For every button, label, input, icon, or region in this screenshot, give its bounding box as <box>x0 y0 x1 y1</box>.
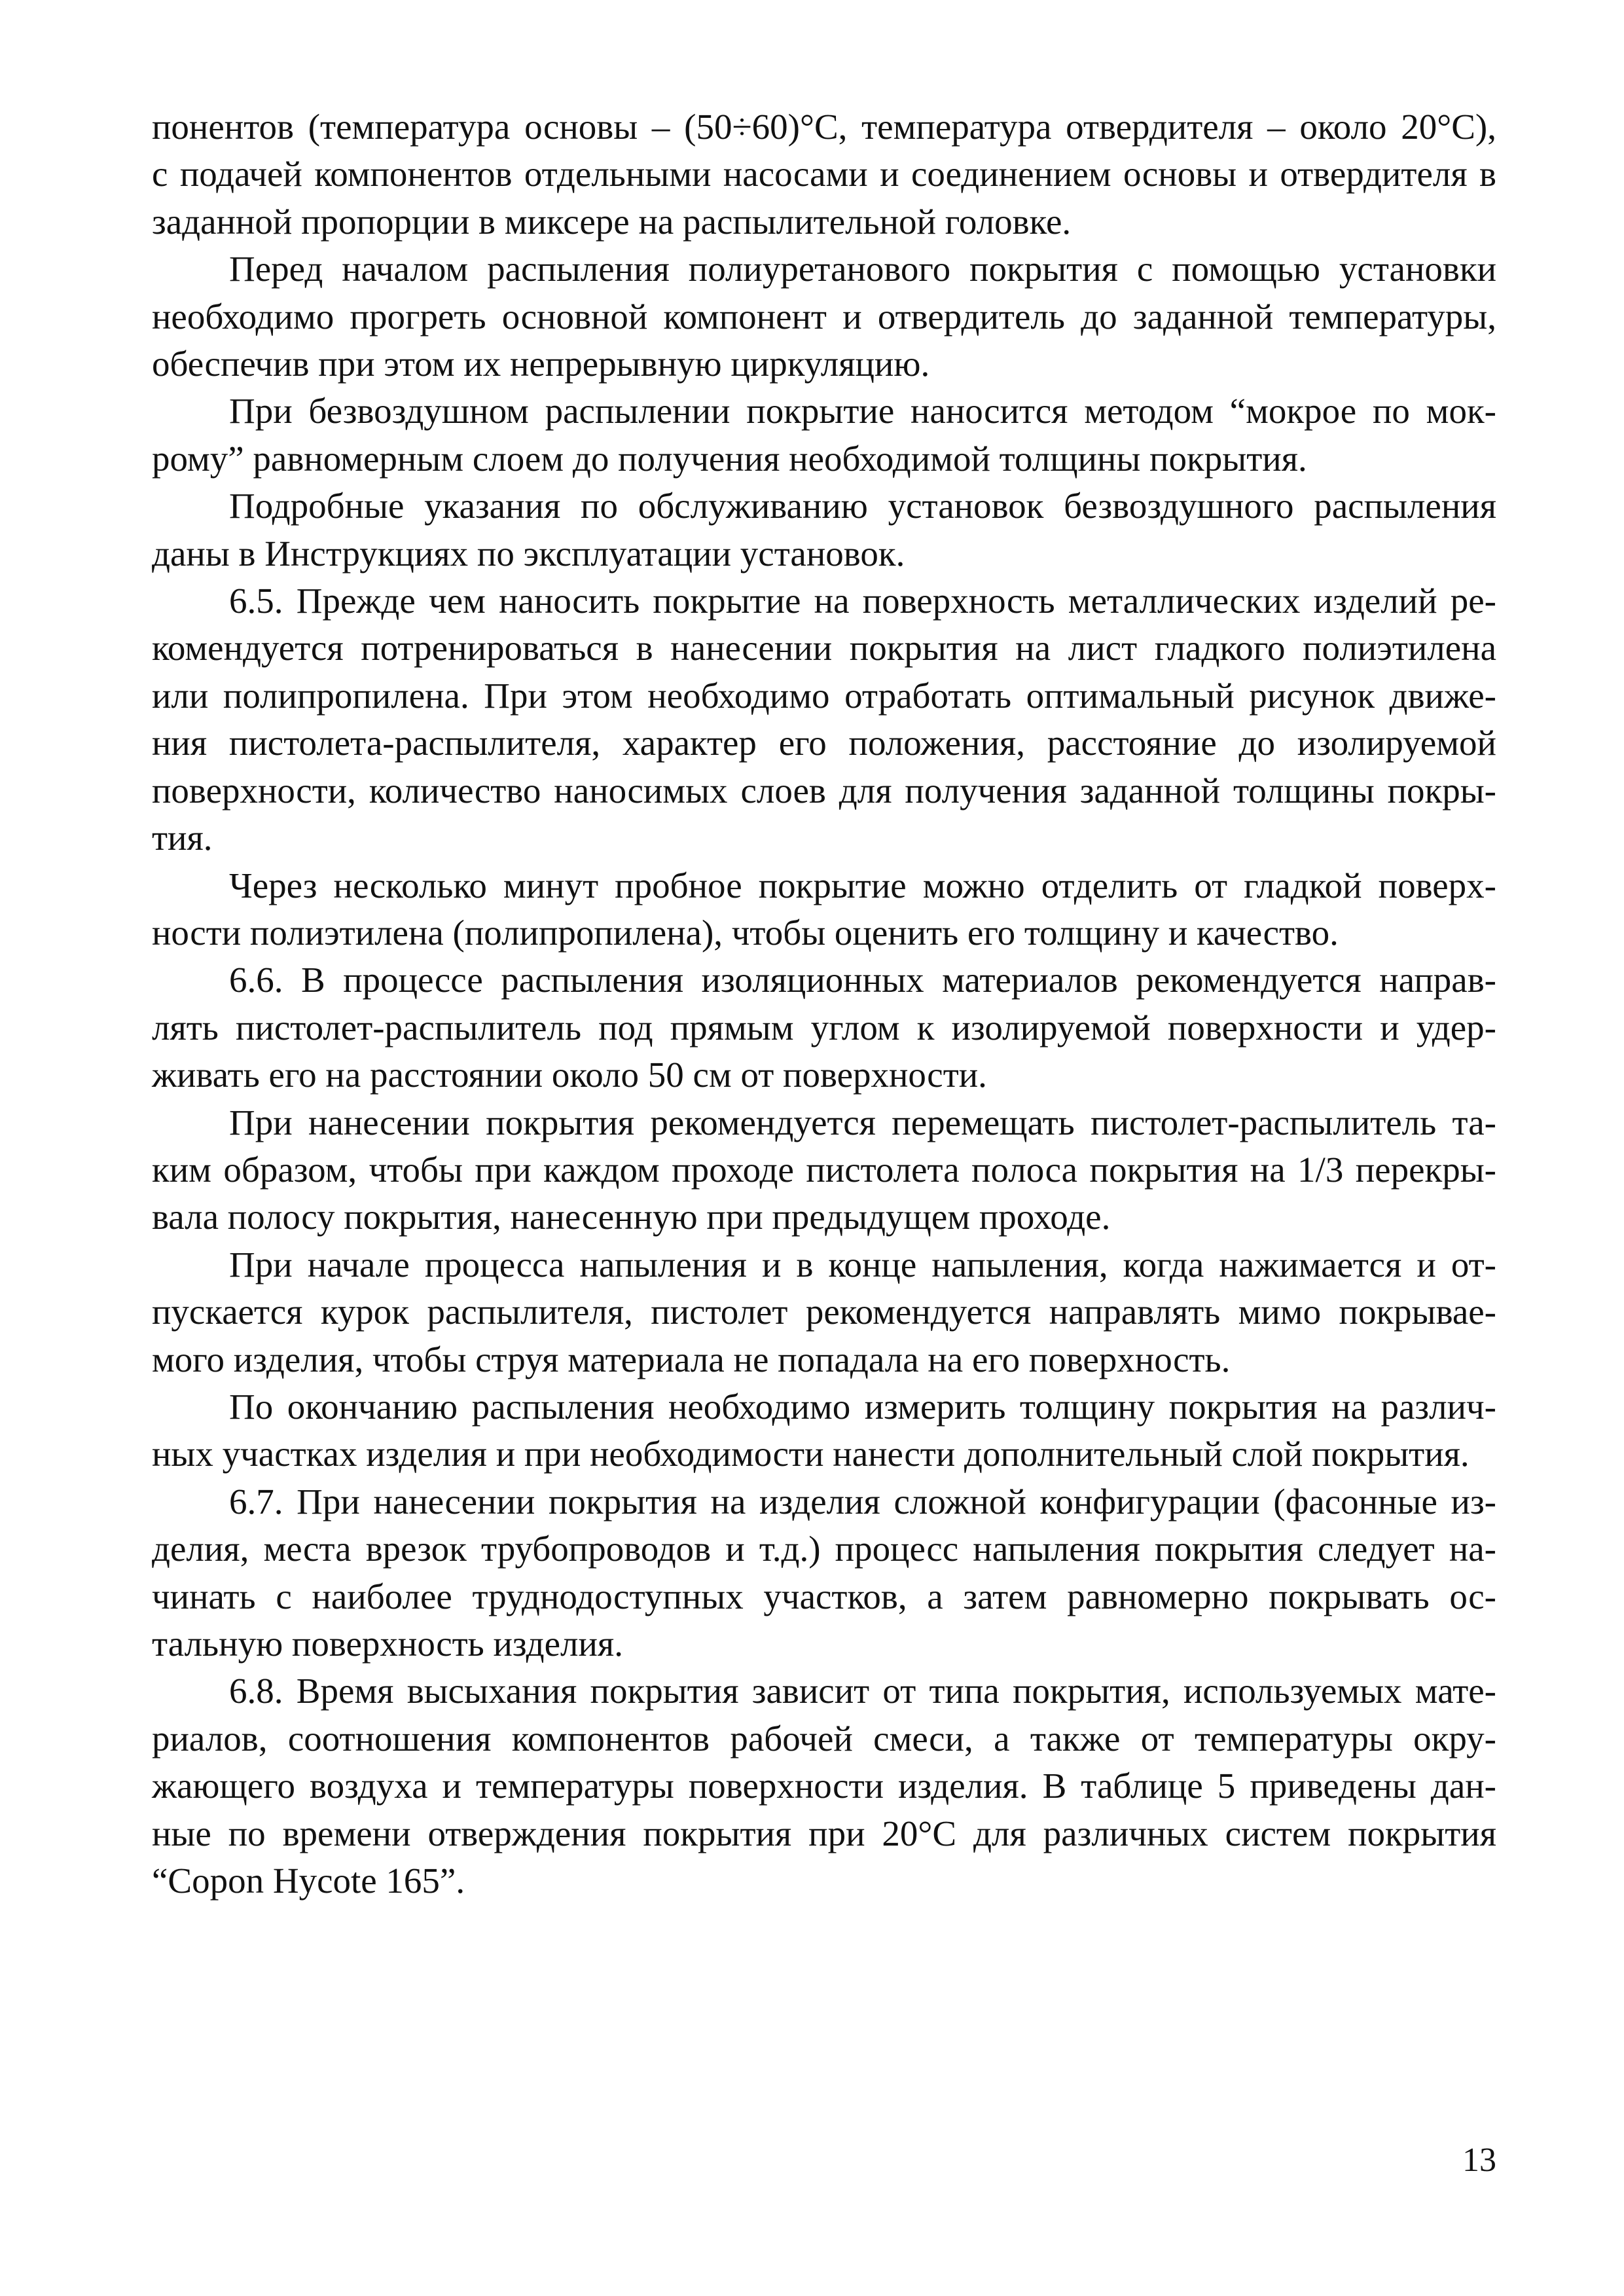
text-line: понентов (температура основы – (50÷60)°С, температура отвердителя – около 20°С), <box>152 107 1496 147</box>
text-line: тальную поверхность изделия. <box>152 1624 623 1664</box>
text-line: пускается курок распылителя, пистолет рекомендуется направлять мимо покрывае- <box>152 1292 1496 1332</box>
text-line: Через несколько минут пробное покрытие можно отделить от гладкой поверх- <box>229 865 1496 905</box>
text-line: ности полиэтилена (полипропилена), чтобы оценить его толщину и качество. <box>152 912 1339 953</box>
paragraph-trial-coating <box>152 862 1496 957</box>
text-line: комендуется потренироваться в нанесении покрытия на лист гладкого полиэтилена <box>152 628 1496 668</box>
text-line: По окончанию распыления необходимо измерить толщину покрытия на различ- <box>229 1386 1496 1427</box>
text-line: вала полосу покрытия, нанесенную при предыдущем проходе. <box>152 1197 1111 1237</box>
paragraph-trigger-direction <box>152 1241 1496 1383</box>
text-line: лять пистолет-распылитель под прямым углом к изолируемой поверхности и удер- <box>152 1007 1496 1048</box>
text-line: тия. <box>152 818 213 858</box>
text-line: поверхности, количество наносимых слоев для получения заданной толщины покры- <box>152 770 1496 811</box>
text-line: или полипропилена. При этом необходимо отработать оптимальный рисунок движе- <box>152 675 1496 716</box>
paragraph-6-7 <box>152 1478 1496 1668</box>
text-line: При начале процесса напыления и в конце напыления, когда нажимается и от- <box>229 1244 1496 1285</box>
paragraph-6-8 <box>152 1667 1496 1904</box>
text-line: с подачей компонентов отдельными насосами и соединением основы и отвердителя в <box>152 154 1496 194</box>
text-line: Подробные указания по обслуживанию установок безвоздушного распыления <box>229 486 1496 526</box>
text-line: риалов, соотношения компонентов рабочей смеси, а также от температуры окру- <box>152 1718 1496 1758</box>
text-line: При безвоздушном распылении покрытие наносится методом “мокрое по мок- <box>229 391 1496 431</box>
text-line: мого изделия, чтобы струя материала не попадала на его поверхность. <box>152 1339 1231 1379</box>
text-line: заданной пропорции в миксере на распылительной головке. <box>152 201 1072 242</box>
text-line: 6.8. Время высыхания покрытия зависит от типа покрытия, используемых мате- <box>229 1671 1496 1711</box>
paragraph-thickness-check <box>152 1383 1496 1478</box>
paragraph-airless-spraying <box>152 388 1496 483</box>
text-line: ные по времени отверждения покрытия при 20°С для различных систем покрытия <box>152 1813 1496 1853</box>
page-number: 13 <box>1462 2141 1496 2179</box>
text-line: ных участках изделия и при необходимости нанести дополнительный слой покрытия. <box>152 1434 1470 1474</box>
text-line: 6.7. При нанесении покрытия на изделия сложной конфигурации (фасонные из- <box>229 1481 1496 1522</box>
paragraph-maintenance-instructions <box>152 483 1496 577</box>
text-line: ким образом, чтобы при каждом проходе пистолета полоса покрытия на 1/3 перекры- <box>152 1149 1496 1190</box>
paragraph-preheat <box>152 246 1496 388</box>
text-line: рому” равномерным слоем до получения необходимой толщины покрытия. <box>152 438 1307 479</box>
text-line: жающего воздуха и температуры поверхности изделия. В таблице 5 приведены дан- <box>152 1766 1496 1806</box>
text-line: чинать с наиболее труднодоступных участков, а затем равномерно покрывать ос- <box>152 1576 1496 1616</box>
text-line: Перед началом распыления полиуретанового покрытия с помощью установки <box>229 249 1496 289</box>
paragraph-6-5 <box>152 577 1496 862</box>
paragraph-overlap <box>152 1099 1496 1241</box>
text-line: необходимо прогреть основной компонент и отвердитель до заданной температуры, <box>152 296 1496 337</box>
text-line: “Copon Hycote 165”. <box>152 1861 465 1901</box>
text-line: ния пистолета-распылителя, характер его положения, расстояние до изолируемой <box>152 723 1496 763</box>
paragraph-1-continuation <box>152 103 1496 246</box>
text-line: даны в Инструкциях по эксплуатации установок. <box>152 533 905 574</box>
text-line: 6.5. Прежде чем наносить покрытие на поверхность металлических изделий ре- <box>229 581 1496 621</box>
text-line: обеспечив при этом их непрерывную циркуляцию. <box>152 344 930 384</box>
text-line: При нанесении покрытия рекомендуется перемещать пистолет-распылитель та- <box>229 1102 1496 1142</box>
text-line: делия, места врезок трубопроводов и т.д.) процесс напыления покрытия следует на- <box>152 1529 1496 1569</box>
text-line: 6.6. В процессе распыления изоляционных материалов рекомендуется направ- <box>229 960 1496 1000</box>
paragraph-6-6 <box>152 957 1496 1099</box>
text-line: живать его на расстоянии около 50 см от поверхности. <box>152 1055 987 1095</box>
body-text <box>152 103 1496 1904</box>
